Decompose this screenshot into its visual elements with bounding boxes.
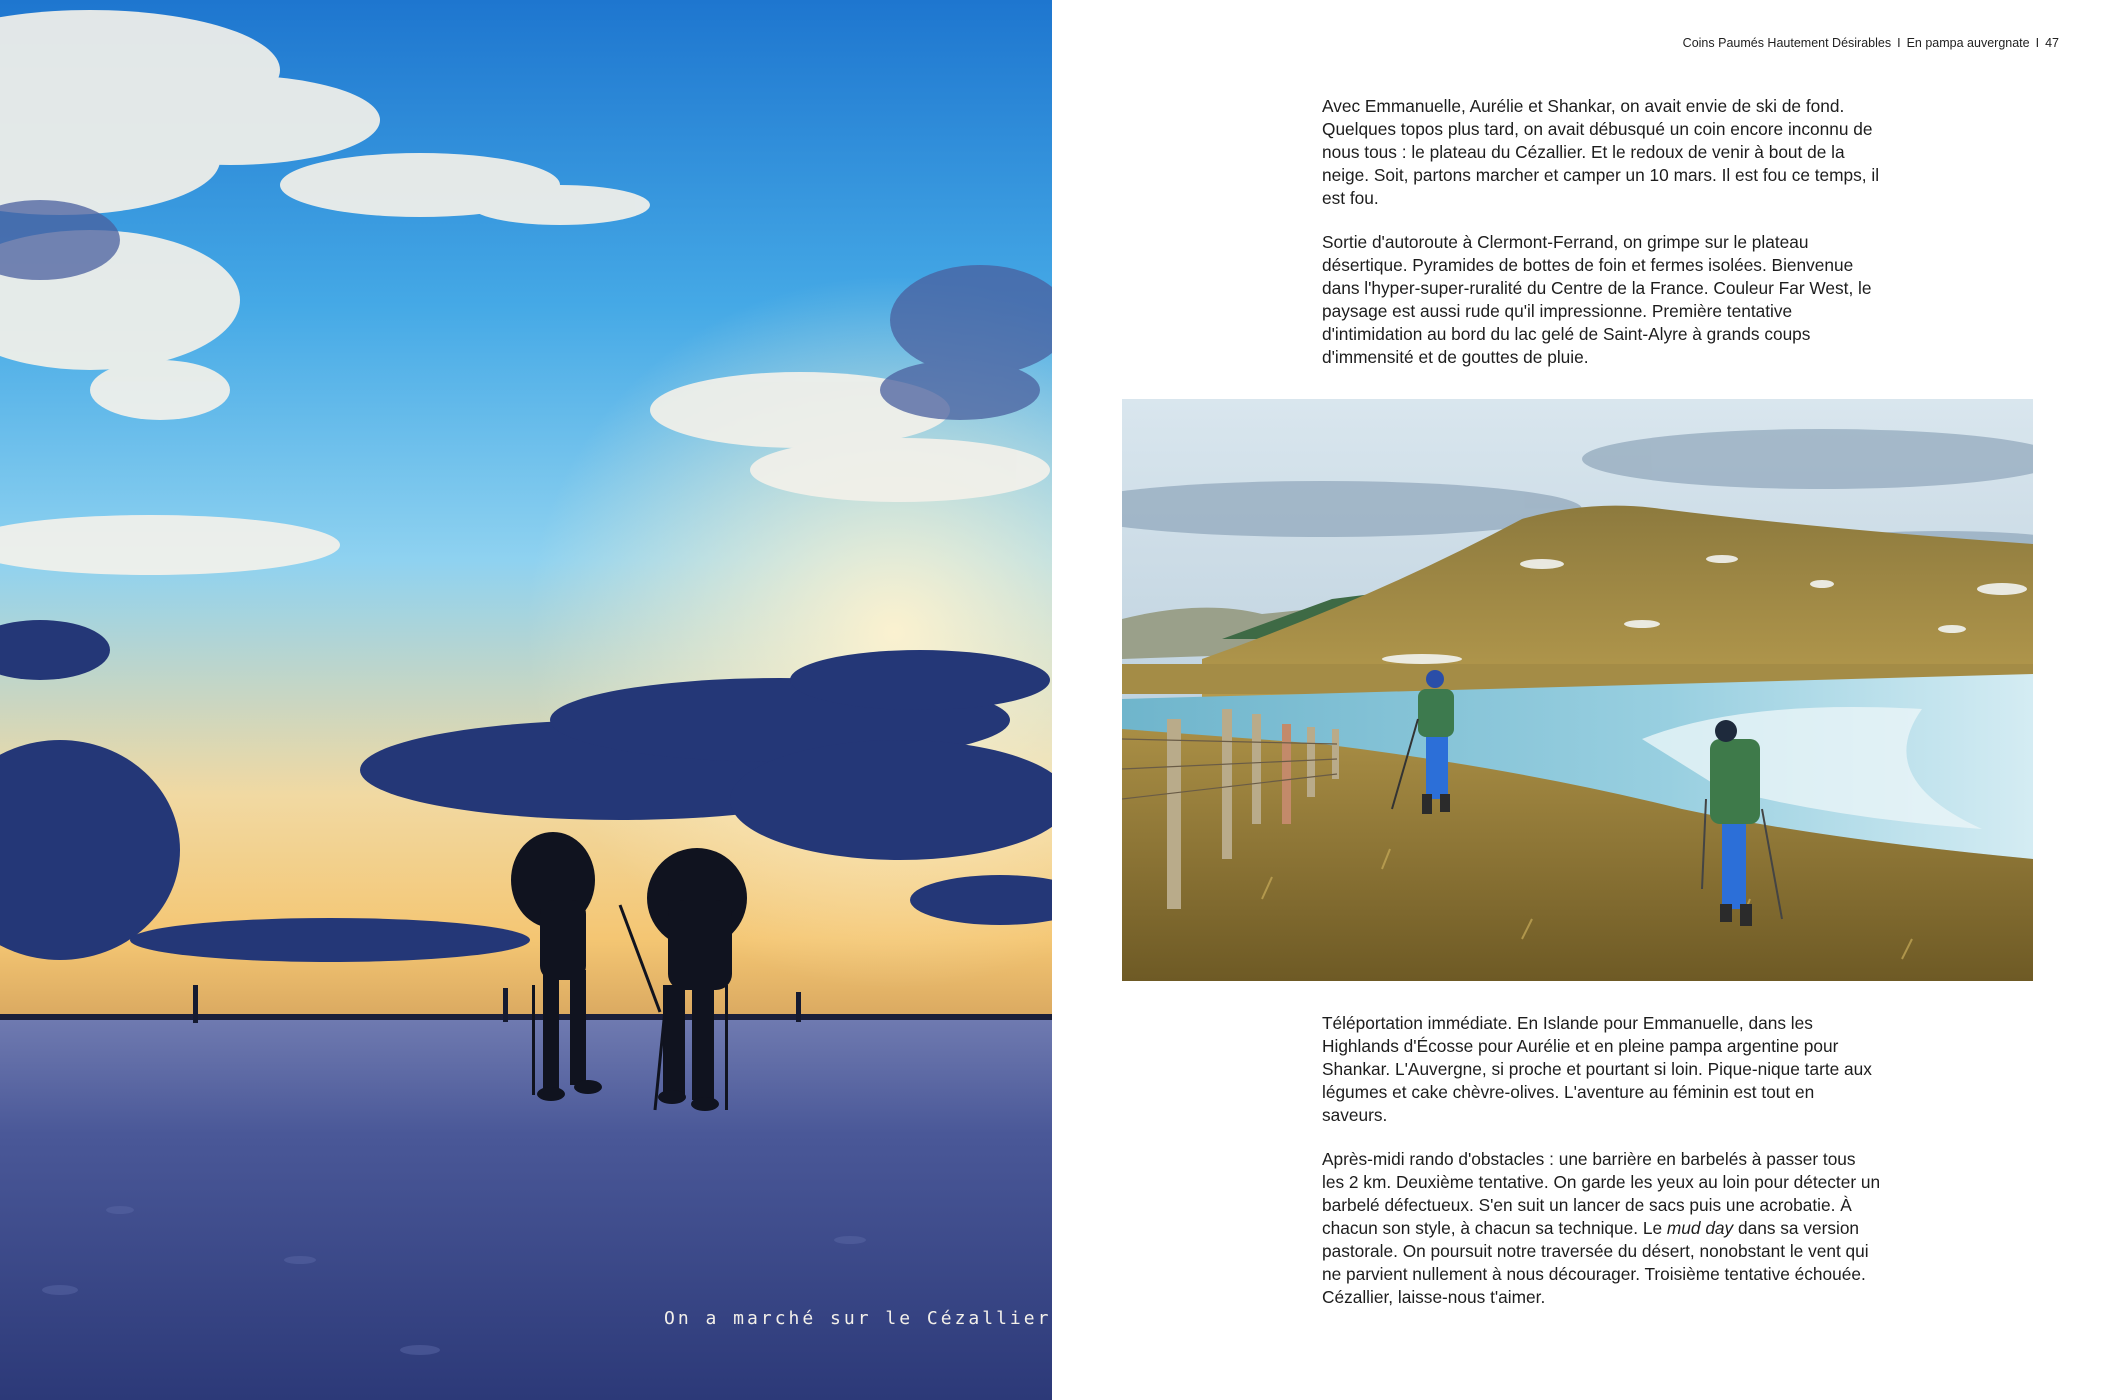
italic-phrase: mud day	[1666, 1218, 1734, 1238]
page-number: 47	[2045, 36, 2059, 50]
header-separator: I	[1897, 36, 1901, 50]
paragraph-text: Après-midi rando d'obstacles : une barrière en barbelés à passer tous les 2 km. Deuxième tentative. On garde les yeux au loin pour détecter un barbelé défectueux. S'en suit un lancer de sacs puis une acrobatie. À chacun son style, à chacun sa technique. Le	[1322, 1149, 1881, 1238]
photo-caption: On a marché sur le Cézallier	[664, 1308, 1052, 1329]
frozen-lake-hikers-photo	[1122, 399, 2033, 981]
article-text-top	[1322, 95, 1882, 390]
paragraph: Avec Emmanuelle, Aurélie et Shankar, on avait envie de ski de fond. Quelques topos plus tard, on avait débusqué un coin encore inconnu de nous tous : le plateau du Cézallier. Et le redoux de venir à bout de la neige. Soit, partons marcher et camper un 10 mars. Il est fou ce temps, il est fou.	[1322, 96, 1880, 208]
right-page	[1052, 0, 2103, 1400]
paragraph: Téléportation immédiate. En Islande pour Emmanuelle, dans les Highlands d'Écosse pour Aurélie et en pleine pampa argentine pour Shankar. L'Auvergne, si proche et pourtant si loin. Pique-nique tarte aux légumes et cake chèvre-olives. L'aventure au féminin est tout en saveurs.	[1322, 1013, 1872, 1125]
running-header	[1683, 36, 2059, 50]
paragraph: Sortie d'autoroute à Clermont-Ferrand, on grimpe sur le plateau désertique. Pyramides de bottes de foin et fermes isolées. Bienvenue dans l'hyper-super-ruralité du Centre de la France. Couleur Far West, le paysage est aussi rude qu'il impressionne. Première tentative d'intimidation au bord du lac gelé de Saint-Alyre à grands coups d'immensité et de gouttes de pluie.	[1322, 232, 1872, 367]
article-text-bottom	[1322, 1012, 1882, 1330]
book-title: Coins Paumés Hautement Désirables	[1682, 36, 1892, 50]
paragraph-text: dans sa version pastorale. On poursuit notre traversée du désert, nonobstant le vent qui ne parvient nullement à nous décourager. Troisième tentative échouée. Cézallier, laisse-nous t'aimer.	[1322, 1218, 1869, 1307]
chapter-title: En pampa auvergnate	[1906, 36, 2030, 50]
paragraph	[1322, 1148, 1882, 1309]
lake-photo	[1122, 399, 2033, 981]
header-separator: I	[2035, 36, 2040, 50]
